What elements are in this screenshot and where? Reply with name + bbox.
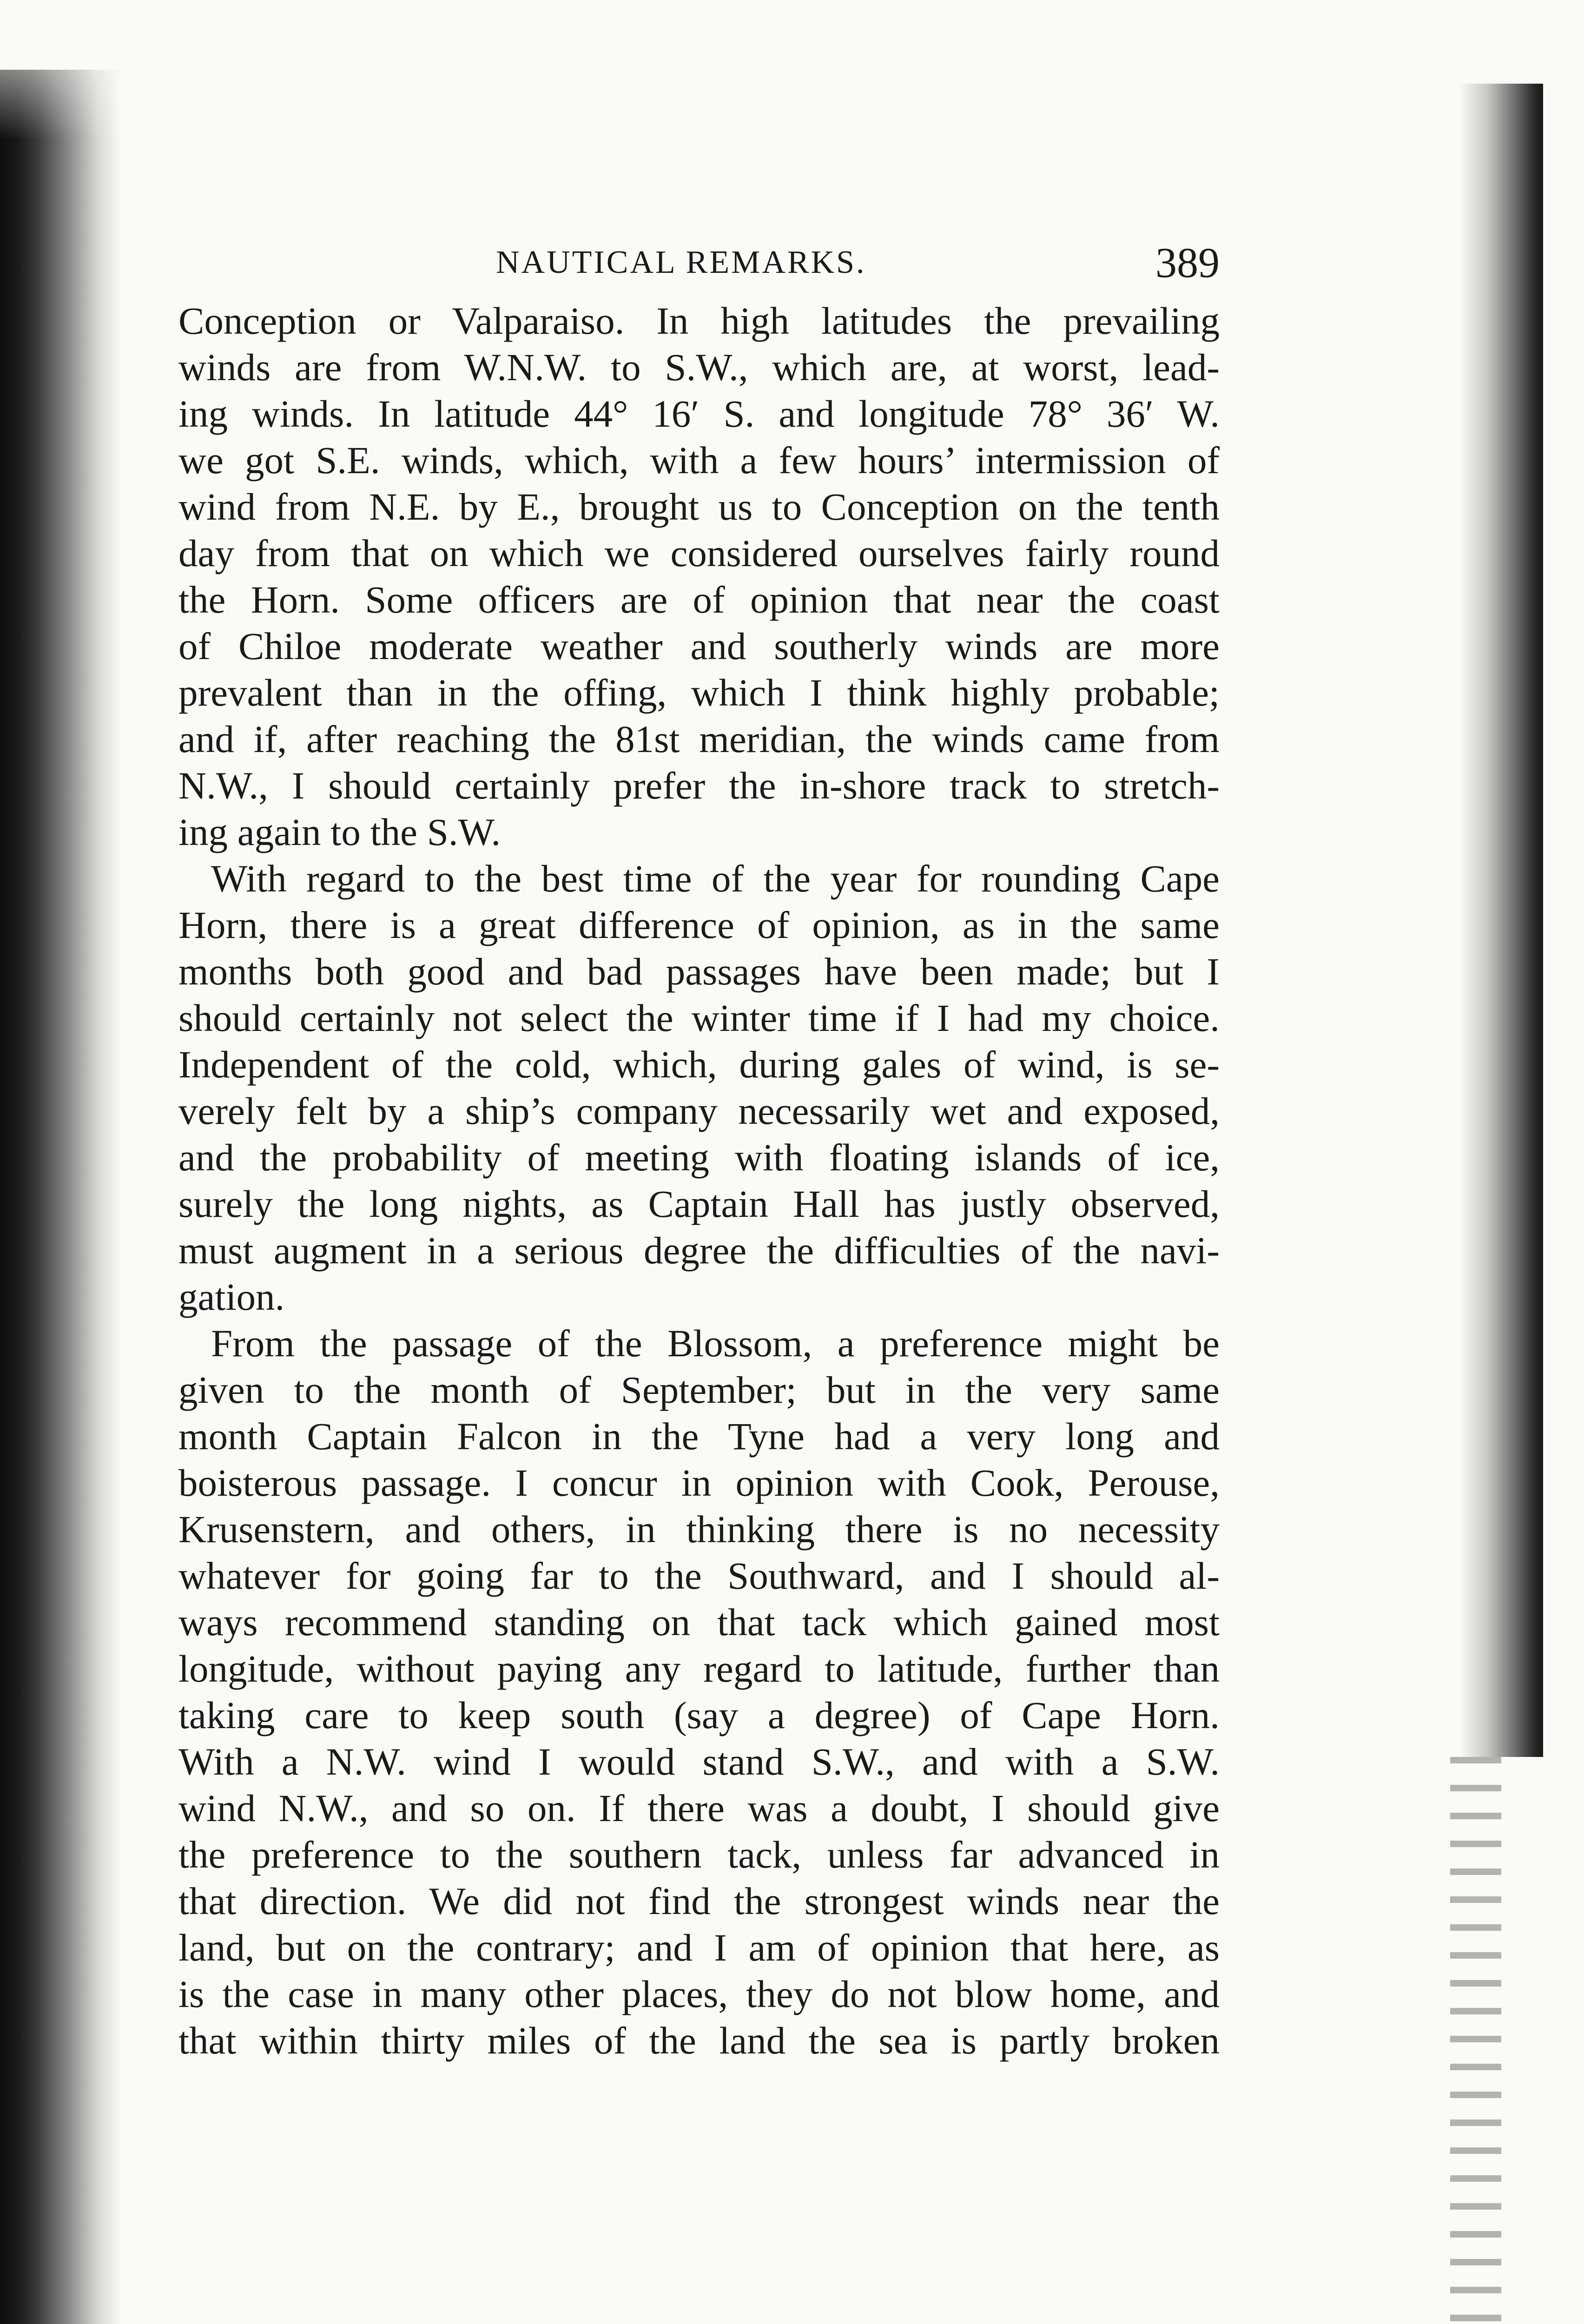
text-line: ing winds. In latitude 44° 16′ S. and longitude 78° 36′ W. (178, 392, 1220, 435)
text-line: that within thirty miles of the land the sea is partly broken (178, 2019, 1220, 2062)
text-line: that direction. We did not find the strongest winds near the (178, 1880, 1220, 1922)
text-line: month Captain Falcon in the Tyne had a very long and (178, 1415, 1220, 1458)
text-line: taking care to keep south (say a degree) of Cape Horn. (178, 1694, 1220, 1736)
body-text (178, 297, 1220, 2064)
text-line: winds are from W.N.W. to S.W., which are, at worst, lead- (178, 346, 1220, 389)
text-line: With a N.W. wind I would stand S.W., and with a S.W. (178, 1740, 1220, 1783)
text-line: the Horn. Some officers are of opinion that near the coast (178, 578, 1220, 621)
text-line: months both good and bad passages have been made; but I (178, 950, 1220, 993)
text-line: gation. (178, 1275, 285, 1318)
text-line: given to the month of September; but in the very same (178, 1368, 1220, 1411)
text-line: wind N.W., and so on. If there was a doubt, I should give (178, 1787, 1220, 1829)
text-line: must augment in a serious degree the difficulties of the navi- (178, 1229, 1220, 1272)
text-line: and the probability of meeting with floating islands of ice, (178, 1136, 1220, 1179)
text-line: ways recommend standing on that tack which gained most (178, 1601, 1220, 1644)
text-line: ing again to the S.W. (178, 811, 501, 853)
text-line: longitude, without paying any regard to latitude, further than (178, 1647, 1220, 1690)
text-line: From the passage of the Blossom, a preference might be (211, 1322, 1220, 1365)
right-page-edge (1459, 84, 1543, 1757)
text-line: boisterous passage. I concur in opinion with Cook, Perouse, (178, 1461, 1220, 1504)
running-head: NAUTICAL REMARKS. (496, 244, 866, 280)
left-binding-shadow (0, 70, 121, 2324)
text-line: we got S.E. winds, which, with a few hours’ intermission of (178, 439, 1220, 482)
text-line: and if, after reaching the 81st meridian, the winds came from (178, 718, 1220, 760)
text-line: With regard to the best time of the year for rounding Cape (211, 857, 1220, 900)
text-line: the preference to the southern tack, unless far advanced in (178, 1833, 1220, 1876)
text-line: should certainly not select the winter time if I had my choice. (178, 997, 1220, 1039)
text-line: Horn, there is a great difference of opinion, as in the same (178, 904, 1220, 946)
paragraph-1 (178, 297, 1220, 855)
text-line: is the case in many other places, they do not blow home, and (178, 1973, 1220, 2015)
paragraph-2 (178, 855, 1220, 1320)
text-line: verely felt by a ship’s company necessarily wet and exposed, (178, 1089, 1220, 1132)
text-line: prevalent than in the offing, which I think highly probable; (178, 671, 1220, 714)
page-header (178, 235, 1220, 295)
text-line: whatever for going far to the Southward, and I should al- (178, 1554, 1220, 1597)
text-line: day from that on which we considered ourselves fairly round (178, 532, 1220, 574)
text-line: Krusenstern, and others, in thinking there is no necessity (178, 1508, 1220, 1551)
text-line: N.W., I should certainly prefer the in-shore track to stretch- (178, 764, 1220, 807)
left-binding-fade (0, 0, 121, 139)
text-line: Conception or Valparaiso. In high latitudes the prevailing (178, 299, 1220, 342)
right-page-edge-lower (1450, 1757, 1501, 2324)
text-line: surely the long nights, as Captain Hall has justly observed, (178, 1182, 1220, 1225)
text-line: Independent of the cold, which, during gales of wind, is se- (178, 1043, 1220, 1086)
text-line: wind from N.E. by E., brought us to Conception on the tenth (178, 485, 1220, 528)
paragraph-3 (178, 1320, 1220, 2064)
text-line: of Chiloe moderate weather and southerly winds are more (178, 625, 1220, 667)
page-number: 389 (1155, 239, 1220, 286)
text-line: land, but on the contrary; and I am of opinion that here, as (178, 1926, 1220, 1969)
